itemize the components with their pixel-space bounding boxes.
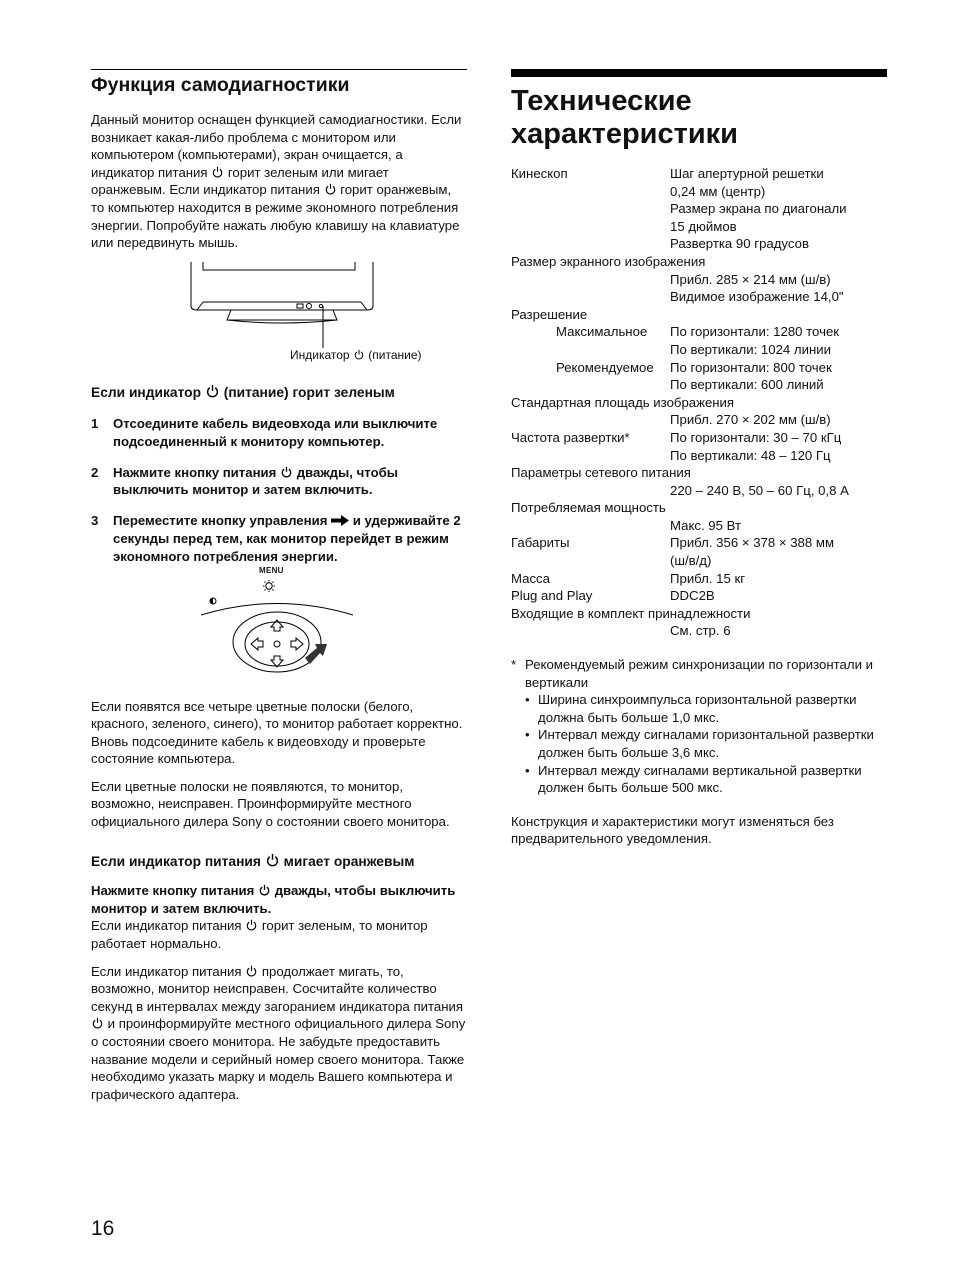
spec-value: По вертикали: 600 линий	[670, 377, 824, 393]
bullet-text: Интервал между сигналами вертикальной развертки должен быть больше 500 мкс.	[538, 762, 862, 796]
spec-label: Габариты	[511, 535, 570, 551]
spec-label	[511, 218, 670, 236]
spec-value: Прибл. 15 кг	[670, 570, 746, 586]
spec-label	[511, 552, 670, 570]
spec-row	[511, 218, 887, 236]
footnote-text: Рекомендуемый режим синхронизации по горизонтали и вертикали	[525, 657, 873, 690]
step-item	[91, 512, 467, 566]
spec-value: Развертка 90 градусов	[670, 236, 809, 252]
spec-label	[511, 482, 670, 500]
still-blinking-paragraph: Если индикатор питания продолжает мигать, то, возможно, монитор неисправен. Сосчитайте количество секунд в интервалах между загоранием индикатора питания и проинформируйте местного официального дилера Sony о состоянии своего монитора. Не забудьте предоставить название модели и серийный номер своего монитора. Также необходимо указать марку и модель Вашего компьютера и графического адаптера.	[91, 963, 466, 1102]
spec-row	[511, 464, 887, 482]
spec-label: Масса	[511, 570, 550, 586]
spec-row	[511, 447, 887, 465]
power-icon	[325, 183, 336, 195]
spec-value: (ш/в/д)	[670, 553, 712, 569]
spec-row	[511, 306, 887, 324]
spec-row	[511, 200, 887, 218]
green-indicator-heading: Если индикатор (питание) горит зеленым	[91, 384, 395, 400]
power-icon	[212, 166, 223, 178]
power-icon	[266, 853, 279, 867]
spec-row	[511, 341, 887, 359]
spec-value: См. стр. 6	[670, 623, 731, 639]
left-column	[91, 69, 467, 1113]
spec-group-label: Параметры сетевого питания	[511, 465, 691, 481]
spec-row	[511, 534, 887, 552]
spec-value: 0,24 мм (центр)	[670, 183, 766, 199]
spec-label	[511, 200, 670, 218]
orange-indicator-heading: Если индикатор питания мигает оранжевым	[91, 853, 415, 869]
spec-value: По вертикали: 48 – 120 Гц	[670, 447, 831, 463]
intro-paragraph: Данный монитор оснащен функцией самодиагностики. Если возникает какая-либо проблема с монитором или компьютером (компьютерами), экран очищается, а индикатор питания горит зеленым или мигает оранжевым. Если индикатор питания горит оранжевым, то компьютер находится в режиме экономного потребления энергии. Попробуйте нажать любую клавишу на клавиатуре или передвинуть мышь.	[91, 112, 462, 251]
footnote	[511, 656, 887, 691]
spec-value: По горизонтали: 800 точек	[670, 359, 832, 375]
spec-row	[511, 517, 887, 535]
spec-row	[511, 411, 887, 429]
spec-label	[511, 517, 670, 535]
bullet-item	[511, 762, 887, 797]
spec-sublabel: Максимальное	[556, 324, 648, 340]
steps-list	[91, 415, 467, 565]
menu-label: MENU	[259, 565, 284, 575]
spec-label: Кинескоп	[511, 166, 568, 181]
self-diagnosis-title: Функция самодиагностики	[91, 74, 350, 96]
spec-group-label: Разрешение	[511, 306, 588, 322]
spec-value: Размер экрана по диагонали	[670, 201, 847, 217]
spec-value: По горизонтали: 1280 точек	[670, 324, 840, 340]
spec-row	[511, 570, 887, 588]
spec-label: Plug and Play	[511, 588, 593, 604]
spec-row	[511, 622, 887, 640]
footnote-mark: *	[511, 657, 517, 673]
spec-value: DDC2B	[670, 588, 715, 604]
spec-value: 15 дюймов	[670, 218, 737, 234]
footnote-block	[511, 656, 887, 797]
spec-sublabel: Рекомендуемое	[556, 359, 654, 375]
page-number: 16	[91, 1217, 115, 1240]
spec-label	[511, 235, 670, 253]
step-item	[91, 464, 467, 499]
spec-row	[511, 165, 887, 183]
spec-group-label: Входящие в комплект принадлежности	[511, 605, 751, 621]
spec-row	[511, 235, 887, 253]
control-button-figure	[91, 565, 467, 688]
power-icon	[92, 1017, 103, 1029]
step-number: 2	[91, 464, 99, 480]
color-bars-missing-paragraph: Если цветные полоски не появляются, то монитор, возможно, неисправен. Проинформируйте местного официального дилера Sony о состоянии своего монитора.	[91, 778, 450, 830]
spec-label	[511, 376, 670, 394]
spec-value: По вертикали: 1024 линии	[670, 341, 831, 357]
section-rule	[91, 69, 467, 70]
spec-value: Прибл. 285 × 214 мм (ш/в)	[670, 271, 831, 287]
spec-row	[511, 499, 887, 517]
spec-value: Шаг апертурной решетки	[670, 166, 824, 181]
bullet-icon: •	[525, 692, 530, 708]
power-icon	[281, 466, 292, 478]
power-icon	[246, 965, 257, 977]
specifications-table	[511, 165, 887, 640]
spec-value: 220 – 240 В, 50 – 60 Гц, 0,8 А	[670, 482, 849, 498]
step-text: Нажмите кнопку питания дважды, чтобы выключить монитор и затем включить.	[113, 464, 399, 498]
spec-row	[511, 359, 887, 377]
spec-value: Прибл. 356 × 378 × 388 мм	[670, 535, 835, 551]
spec-row	[511, 271, 887, 289]
spec-label	[511, 447, 670, 465]
right-arrow-icon	[331, 513, 349, 531]
bullet-icon: •	[525, 762, 530, 778]
power-icon	[206, 384, 219, 398]
power-icon	[246, 919, 257, 931]
bullet-text: Интервал между сигналами горизонтальной развертки должен быть больше 3,6 мкс.	[538, 727, 874, 760]
monitor-illustration	[91, 262, 467, 362]
spec-value: По горизонтали: 30 – 70 кГц	[670, 429, 842, 445]
figure-caption: Индикатор (питание)	[290, 347, 422, 362]
spec-label	[511, 411, 670, 429]
spec-group-label: Размер экранного изображения	[511, 253, 706, 269]
spec-value: Макс. 95 Вт	[670, 517, 742, 533]
spec-label	[511, 622, 670, 640]
power-icon	[259, 884, 270, 896]
spec-row	[511, 552, 887, 570]
disclaimer: Конструкция и характеристики могут изменяться без предварительного уведомления.	[511, 813, 834, 847]
spec-row	[511, 429, 887, 447]
spec-row	[511, 253, 887, 271]
step-text: Переместите кнопку управления и удерживайте 2 секунды перед тем, как монитор перейдет в режим экономного потребления энергии.	[113, 512, 461, 564]
control-illustration	[91, 578, 467, 684]
spec-row	[511, 323, 887, 341]
monitor-front-figure	[91, 262, 467, 374]
color-bars-ok-paragraph: Если появятся все четыре цветные полоски (белого, красного, зеленого, синего), то монитор работает корректно. Вновь подсоедините кабель к видеовходу и проверьте состояние компьютера.	[91, 698, 463, 767]
spec-group-label: Потребляемая мощность	[511, 500, 666, 516]
specifications-title: Технические характеристики	[511, 85, 738, 150]
bullet-text: Ширина синхроимпульса горизонтальной развертки должна быть больше 1,0 мкс.	[538, 692, 857, 725]
right-column	[511, 69, 887, 858]
spec-row	[511, 183, 887, 201]
bullet-item	[511, 691, 887, 726]
step-number: 1	[91, 416, 99, 432]
step-text: Отсоедините кабель видеовхода или выключите подсоединенный к монитору компьютер.	[113, 416, 438, 449]
spec-row	[511, 482, 887, 500]
spec-label	[511, 341, 670, 359]
spec-value: Видимое изображение 14,0"	[670, 289, 844, 305]
bullet-item	[511, 726, 887, 761]
step-item	[91, 415, 467, 450]
power-icon	[354, 349, 364, 360]
spec-row	[511, 376, 887, 394]
spec-row	[511, 394, 887, 412]
spec-row	[511, 605, 887, 623]
orange-instruction-bold: Нажмите кнопку питания дважды, чтобы выключить монитор и затем включить.	[91, 883, 456, 916]
spec-label	[511, 183, 670, 201]
bullet-icon: •	[525, 727, 530, 743]
spec-group-label: Стандартная площадь изображения	[511, 394, 735, 410]
step-number: 3	[91, 512, 99, 528]
orange-instruction-paragraph: Нажмите кнопку питания дважды, чтобы выключить монитор и затем включить. Если индикатор питания горит зеленым, то монитор работает нормально.	[91, 883, 456, 952]
spec-label	[511, 288, 670, 306]
spec-row	[511, 288, 887, 306]
spec-row	[511, 587, 887, 605]
spec-label	[511, 271, 670, 289]
spec-value: Прибл. 270 × 202 мм (ш/в)	[670, 412, 831, 428]
spec-label: Частота развертки*	[511, 429, 630, 445]
heading-bar	[511, 69, 887, 77]
